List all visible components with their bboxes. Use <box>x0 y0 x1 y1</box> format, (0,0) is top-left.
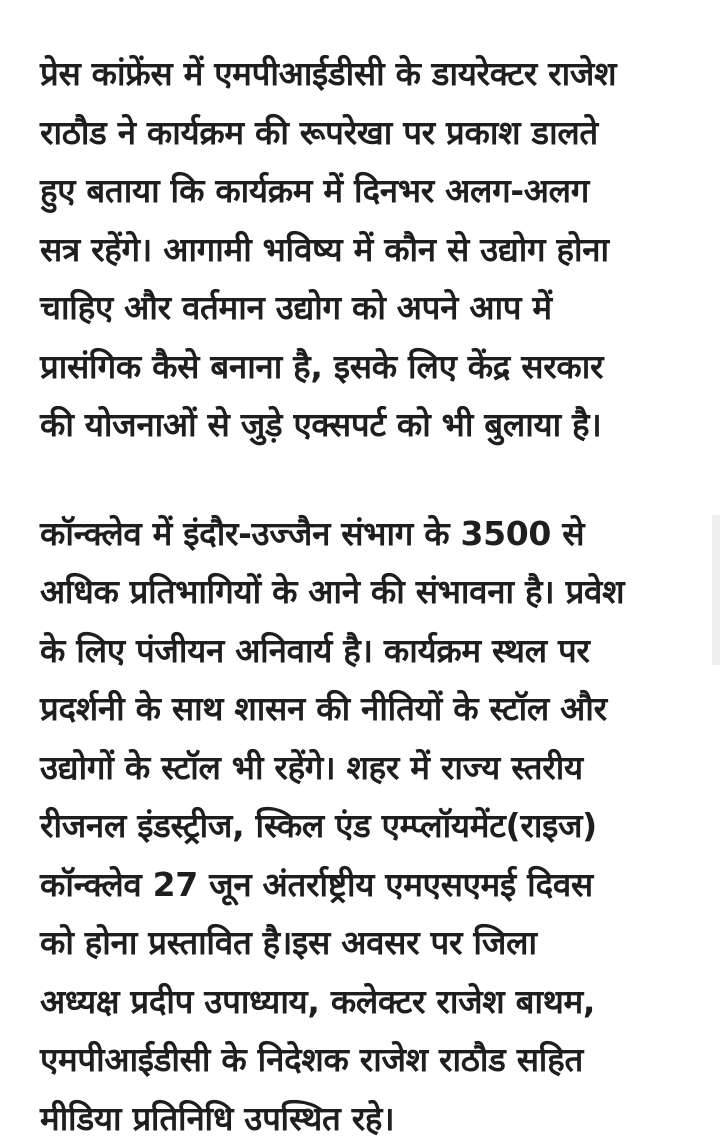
text-line: उद्योगों के स्टॉल भी रहेंगे। शहर में राज्य स्तरीय <box>40 739 690 798</box>
text-line: प्रासंगिक कैसे बनाना है, इसके लिए केंद्र सरकार <box>40 338 690 397</box>
paragraph-conclave <box>40 505 690 1148</box>
text-line: प्रेस कांफ्रेंस में एमपीआईडीसी के डायरेक्टर राजेश <box>40 45 690 104</box>
text-line: के लिए पंजीयन अनिवार्य है। कार्यक्रम स्थल पर <box>40 622 690 681</box>
text-line: एमपीआईडीसी के निदेशक राजेश राठौड सहित <box>40 1031 690 1090</box>
paragraph-press-conference <box>40 45 690 455</box>
text-line: प्रदर्शनी के साथ शासन की नीतियों के स्टॉल और <box>40 680 690 739</box>
text-line: रीजनल इंडस्ट्रीज, स्किल एंड एम्प्लॉयमेंट(राइज) <box>40 797 690 856</box>
text-line: सत्र रहेंगे। आगामी भविष्य में कौन से उद्योग होना <box>40 221 690 280</box>
text-line: को होना प्रस्तावित है।इस अवसर पर जिला <box>40 914 690 973</box>
text-line: अधिक प्रतिभागियों के आने की संभावना है। प्रवेश <box>40 563 690 622</box>
scroll-indicator[interactable] <box>712 515 720 665</box>
text-line: हुए बताया कि कार्यक्रम में दिनभर अलग-अलग <box>40 162 690 221</box>
text-line: कॉन्क्लेव 27 जून अंतर्राष्ट्रीय एमएसएमई दिवस <box>40 856 690 915</box>
text-line: राठौड ने कार्यक्रम की रूपरेखा पर प्रकाश डालते <box>40 104 690 163</box>
text-line: चाहिए और वर्तमान उद्योग को अपने आप में <box>40 279 690 338</box>
text-line: कॉन्क्लेव में इंदौर-उज्जैन संभाग के 3500 से <box>40 505 690 564</box>
article-body <box>40 45 690 1148</box>
text-line: अध्यक्ष प्रदीप उपाध्याय, कलेक्टर राजेश बाथम, <box>40 973 690 1032</box>
text-line: की योजनाओं से जुड़े एक्सपर्ट को भी बुलाया है। <box>40 396 690 455</box>
text-line: मीडिया प्रतिनिधि उपस्थित रहे। <box>40 1090 690 1148</box>
